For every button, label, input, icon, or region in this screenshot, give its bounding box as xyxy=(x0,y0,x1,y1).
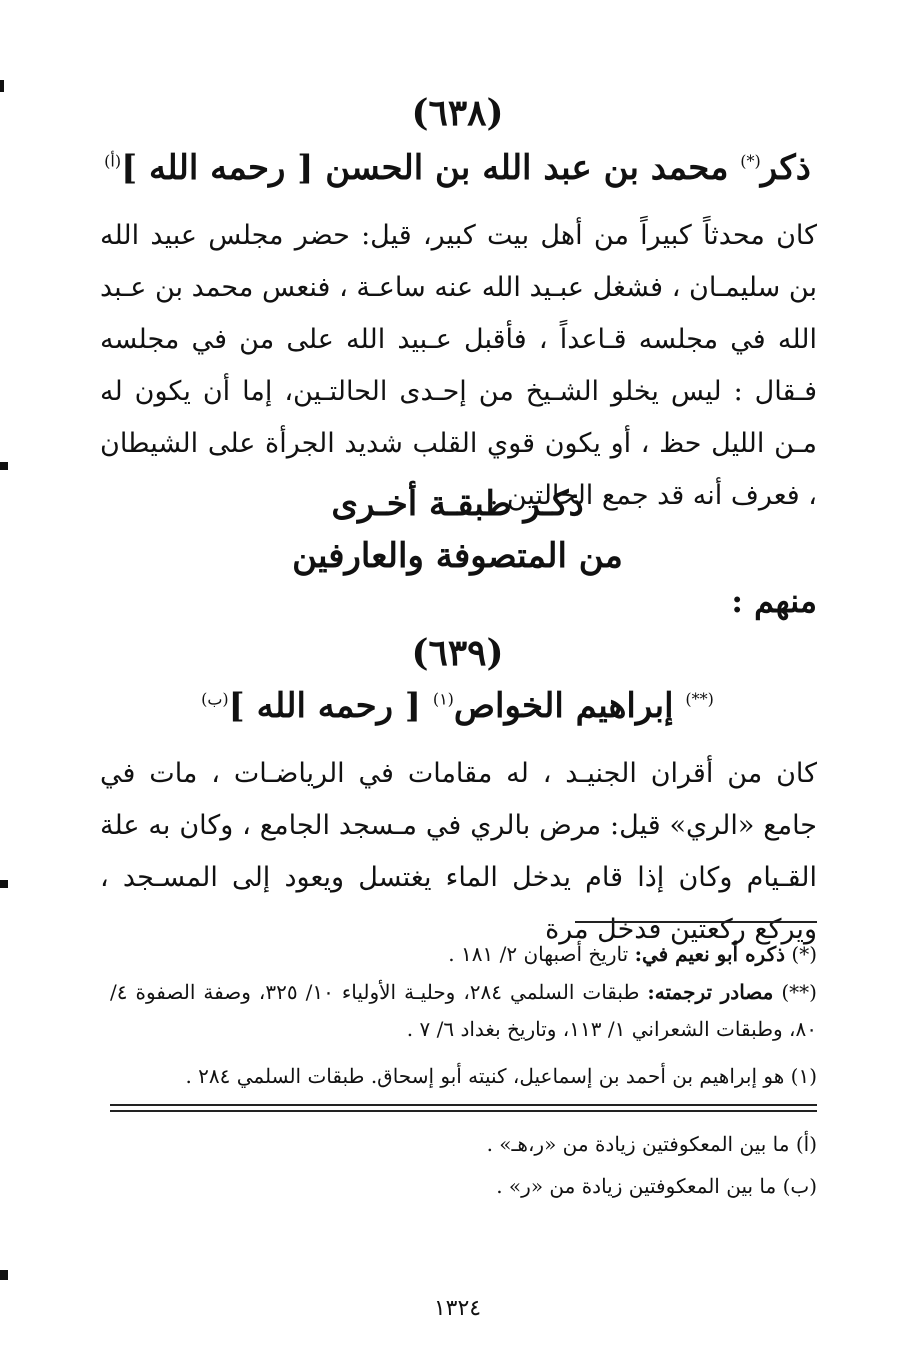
title-note: (أ) xyxy=(104,151,122,171)
section-lead: منهم : xyxy=(731,582,817,620)
title-note: (ب) xyxy=(201,689,229,709)
entry-number: (٦٣٩) xyxy=(411,632,504,674)
footnote-marker: (ب) xyxy=(782,1174,817,1198)
section-heading: ذكـر طبقـة أخـرى xyxy=(331,484,584,524)
entry-number: (٦٣٨) xyxy=(411,92,504,134)
title-word: ذكر xyxy=(760,148,811,188)
title-note: (١) xyxy=(432,689,454,709)
footnote xyxy=(110,1058,817,1095)
title-marker: (**) xyxy=(685,689,714,709)
entry-title xyxy=(90,686,825,726)
title-name: إبراهيم الخواص xyxy=(453,686,674,726)
scan-mark xyxy=(0,462,8,470)
title-name: محمد بن عبد الله بن الحسن [ رحمه الله ] xyxy=(121,148,729,188)
footnote xyxy=(110,936,817,973)
scan-mark xyxy=(0,880,8,888)
section-subheading: من المتصوفة والعارفين xyxy=(292,536,623,576)
footnote xyxy=(110,974,817,1048)
scan-mark xyxy=(0,80,4,92)
footnote-text: هو إبراهيم بن أحمد بن إسماعيل، كنيته أبو إسحاق. طبقات السلمي ٢٨٤ . xyxy=(185,1064,785,1088)
footnote-label: مصادر ترجمته: xyxy=(647,980,774,1004)
footnote-marker: (١) xyxy=(790,1064,817,1088)
footnote-marker: (**) xyxy=(781,980,817,1004)
footnote-text: تاريخ أصبهان ٢/ ١٨١ . xyxy=(448,942,629,966)
footnote-marker: (أ) xyxy=(795,1132,817,1156)
title-suffix: [ رحمه الله ] xyxy=(228,686,421,726)
footnote-separator xyxy=(575,921,817,923)
footnote-marker: (*) xyxy=(791,942,817,966)
footnote-label: ذكره أبو نعيم في: xyxy=(634,942,786,966)
footnote-double-separator xyxy=(110,1104,817,1112)
footnote-text: ما بين المعكوفتين زيادة من «ر» . xyxy=(496,1174,777,1198)
entry-paragraph: كان من أقران الجنيـد ، له مقامات في الرياضـات ، مات في جامع «الري» قيل: مرض بالري في مـسجد الجامع ، وكان به علة القـيام وكان إذا قام يدخل الماء يغتسل ويعود إلى المسـجد ، ويركع ركعتين فدخل مرة xyxy=(100,758,817,945)
footnote-text: طبقات السلمي ٢٨٤، وحليـة الأولياء ١٠/ ٣٢٥، وصفة الصفوة ٤/ ٨٠، وطبقات الشعراني ١/ ١١٣، وتاريخ بغداد ٦/ ٧ . xyxy=(110,980,817,1041)
scan-mark xyxy=(0,1270,8,1280)
title-marker: (*) xyxy=(740,151,761,171)
entry-title xyxy=(90,148,825,188)
variant-note xyxy=(110,1126,817,1163)
entry-paragraph: كان محدثاً كبيراً من أهل بيت كبير، قيل: حضر مجلس عبيد الله بن سليمـان ، فشغل عبـيد الله عنه ساعـة ، فنعس محمد بن عـبد الله في مجلسه قـاعداً ، فأقبل عـبيد الله على من في مجلسه فـقال : ليس يخلو الشـيخ من إحـدى الحالتـين، إما أن يكون له مـن الليل حظ ، أو يكون قوي القلب شديد الجرأة على الشيطان ، فعرف أنه قد جمع الحالتين . xyxy=(100,220,818,511)
page-number: ١٣٢٤ xyxy=(433,1296,482,1321)
footnote-text: ما بين المعكوفتين زيادة من «ر،هـ» . xyxy=(486,1132,790,1156)
variant-note xyxy=(110,1168,817,1205)
